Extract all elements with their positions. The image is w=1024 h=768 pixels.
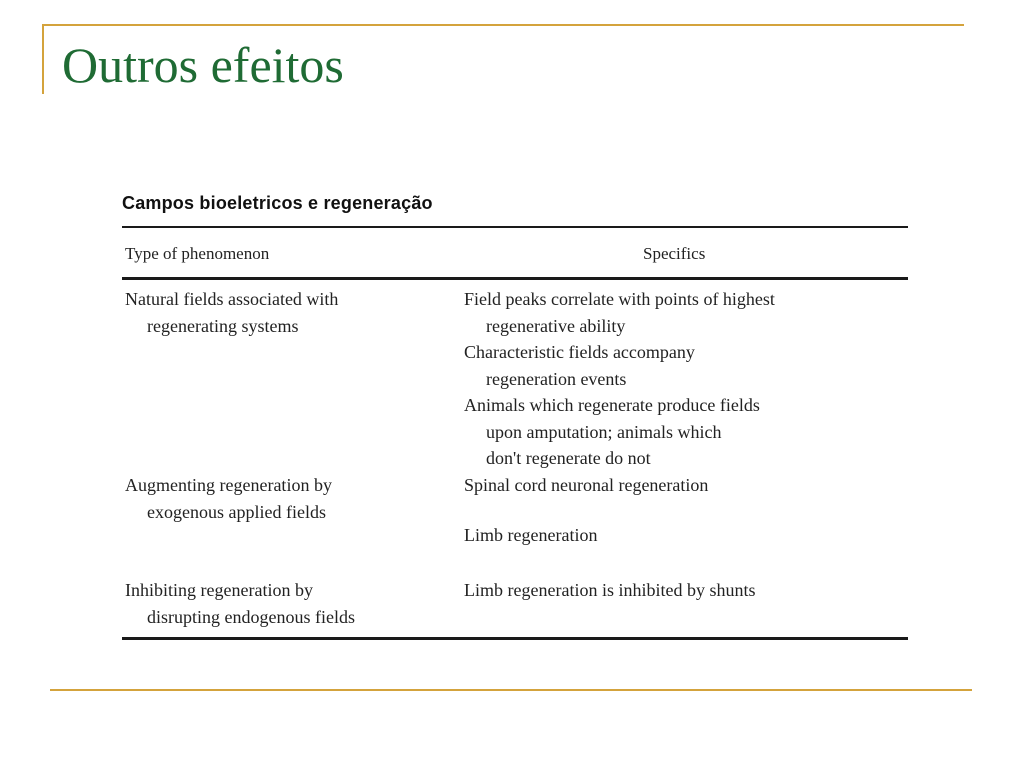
row-1-spec-3-line-2: upon amputation; animals which: [486, 421, 722, 442]
row-1-specifics: [464, 286, 775, 472]
row-1-spec-3-line-1: Animals which regenerate produce fields: [464, 395, 760, 415]
top-accent-line: [42, 24, 964, 26]
table-bottom-rule: [122, 637, 908, 640]
row-2-spec-2: [464, 522, 597, 549]
row-3-spec-1-line-1: Limb regeneration is inhibited by shunts: [464, 580, 756, 600]
row-2-phenomenon-line-2: exogenous applied fields: [147, 501, 326, 522]
row-2-spec-1: [464, 472, 708, 499]
row-3-spec-1: [464, 577, 755, 604]
row-2-phenomenon: [125, 472, 332, 525]
row-1-spec-2-line-1: Characteristic fields accompany: [464, 342, 695, 362]
column-header-specifics: Specifics: [643, 244, 706, 263]
row-2-phenomenon-line-1: Augmenting regeneration by: [125, 475, 332, 495]
row-3-phenomenon-line-1: Inhibiting regeneration by: [125, 580, 313, 600]
bottom-accent-line: [50, 689, 972, 691]
row-2-spec-1-line-1: Spinal cord neuronal regeneration: [464, 475, 709, 495]
row-1-spec-3-line-3: don't regenerate do not: [486, 448, 651, 468]
row-2-spec-2-line-1: Limb regeneration: [464, 525, 598, 545]
row-1-spec-1-line-1: Field peaks correlate with points of highest: [464, 289, 775, 309]
column-header-phenomenon: Type of phenomenon: [125, 244, 270, 263]
row-1-spec-2-line-2: regeneration events: [486, 368, 627, 389]
row-3-phenomenon: [125, 577, 355, 630]
table-top-rule: [122, 226, 908, 228]
table-header-rule: [122, 277, 908, 280]
row-1-spec-1-line-2: regenerative ability: [486, 315, 626, 336]
slide-title: Outros efeitos: [62, 37, 344, 93]
row-1-phenomenon-line-2: regenerating systems: [147, 315, 299, 336]
row-1-phenomenon-line-1: Natural fields associated with: [125, 289, 339, 309]
table-caption: Campos bioeletricos e regeneração: [122, 193, 433, 213]
row-1-phenomenon: [125, 286, 338, 339]
row-3-phenomenon-line-2: disrupting endogenous fields: [147, 606, 355, 627]
left-accent-line: [42, 24, 44, 94]
